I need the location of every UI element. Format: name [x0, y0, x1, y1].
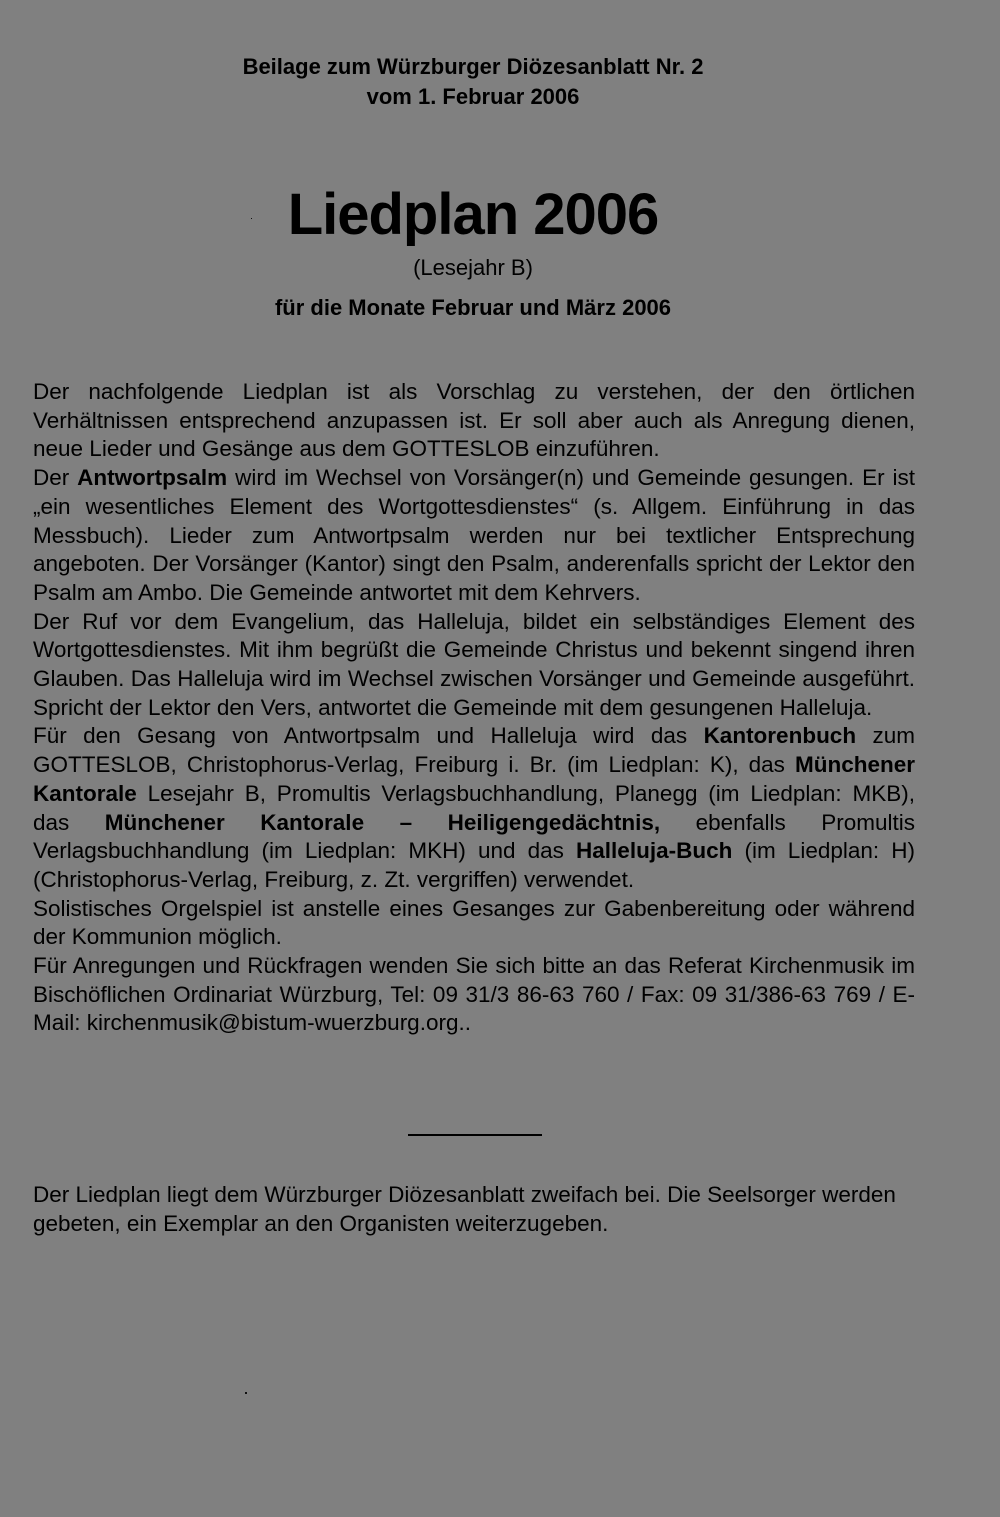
scan-speck [245, 1392, 247, 1394]
heiligengedaechtnis-term: Münchener Kantorale – Heiligengedächtnis, [104, 809, 661, 835]
paragraph-5: Solistisches Orgelspiel ist anstelle eines Gesanges zur Gabenbereitung oder während der Kommunion möglich. [33, 895, 915, 950]
antwortpsalm-term: Antwortpsalm [77, 465, 228, 491]
document-header [0, 52, 946, 112]
paragraph-1: Der nachfolgende Liedplan ist als Vorschlag zu verstehen, der den örtlichen Verhältnissen entsprechend anzupassen ist. Er soll aber auch als Anregung dienen, neue Lieder und Gesänge aus dem GOTTESLOB einzuführen. [33, 379, 915, 462]
page-title: Liedplan 2006 [287, 182, 659, 247]
header-line-1: Beilage zum Würzburger Diözesanblatt Nr. 2 [242, 54, 704, 79]
paragraph-4: Für den Gesang von Antwortpsalm und Halleluja wird das Kantorenbuch zum GOTTESLOB, Christophorus-Verlag, Freiburg i. Br. (im Liedplan: K), das Münchener Kantorale Lesejahr B, Promultis Verlagsbuchhandlung, Planegg (im Liedplan: MKB), das Münchener Kantorale – Heiligengedächtnis, ebenfalls Promultis Verlagsbuchhandlung (im Liedplan: MKH) und das Halleluja-Buch (im Liedplan: H) (Christophorus-Verlag, Freiburg, z. Zt. vergriffen) verwendet. [33, 723, 916, 892]
kantorenbuch-term: Kantorenbuch [703, 723, 857, 749]
header-line-2: vom 1. Februar 2006 [366, 84, 580, 109]
months-heading: für die Monate Februar und März 2006 [274, 295, 672, 320]
muenchener-kantorale-term: Münchener Kantorale [33, 752, 915, 806]
footer-note: Der Liedplan liegt dem Würzburger Diözesanblatt zweifach bei. Die Seelsorger werden gebeten, ein Exemplar an den Organisten weiterzugeben. [33, 1182, 896, 1236]
page-subtitle: (Lesejahr B) [413, 255, 533, 280]
intro-text [33, 378, 915, 1038]
halleluja-buch-term: Halleluja-Buch [576, 838, 733, 864]
paragraph-6: Für Anregungen und Rückfragen wenden Sie sich bitte an das Referat Kirchenmusik im Bischöflichen Ordinariat Würzburg, Tel: 09 31/3 86-63 760 / Fax: 09 31/386-63 769 / E-Mail: kirchenmusik@bistum-wuerzburg.org.. [33, 953, 915, 1036]
paragraph-2: Der Antwortpsalm wird im Wechsel von Vorsänger(n) und Gemeinde gesungen. Er ist „ein wesentliches Element des Wortgottesdienstes“ (s. Allgem. Einführung in das Messbuch). Lieder zum Antwortpsalm werden nur bei textlicher Entsprechung angeboten. Der Vorsänger (Kantor) singt den Psalm, anderenfalls spricht der Lektor den Psalm am Ambo. Die Gemeinde antwortet mit dem Kehrvers. [33, 465, 915, 605]
paragraph-3: Der Ruf vor dem Evangelium, das Halleluja, bildet ein selbständiges Element des Wortgottesdienstes. Mit ihm begrüßt die Gemeinde Christus und bekennt singend ihren Glauben. Das Halleluja wird im Wechsel zwischen Vorsänger und Gemeinde ausgeführt. Spricht der Lektor den Vers, antwortet die Gemeinde mit dem gesungenen Halleluja. [33, 608, 915, 720]
section-divider [408, 1134, 542, 1136]
scan-speck [251, 218, 252, 219]
